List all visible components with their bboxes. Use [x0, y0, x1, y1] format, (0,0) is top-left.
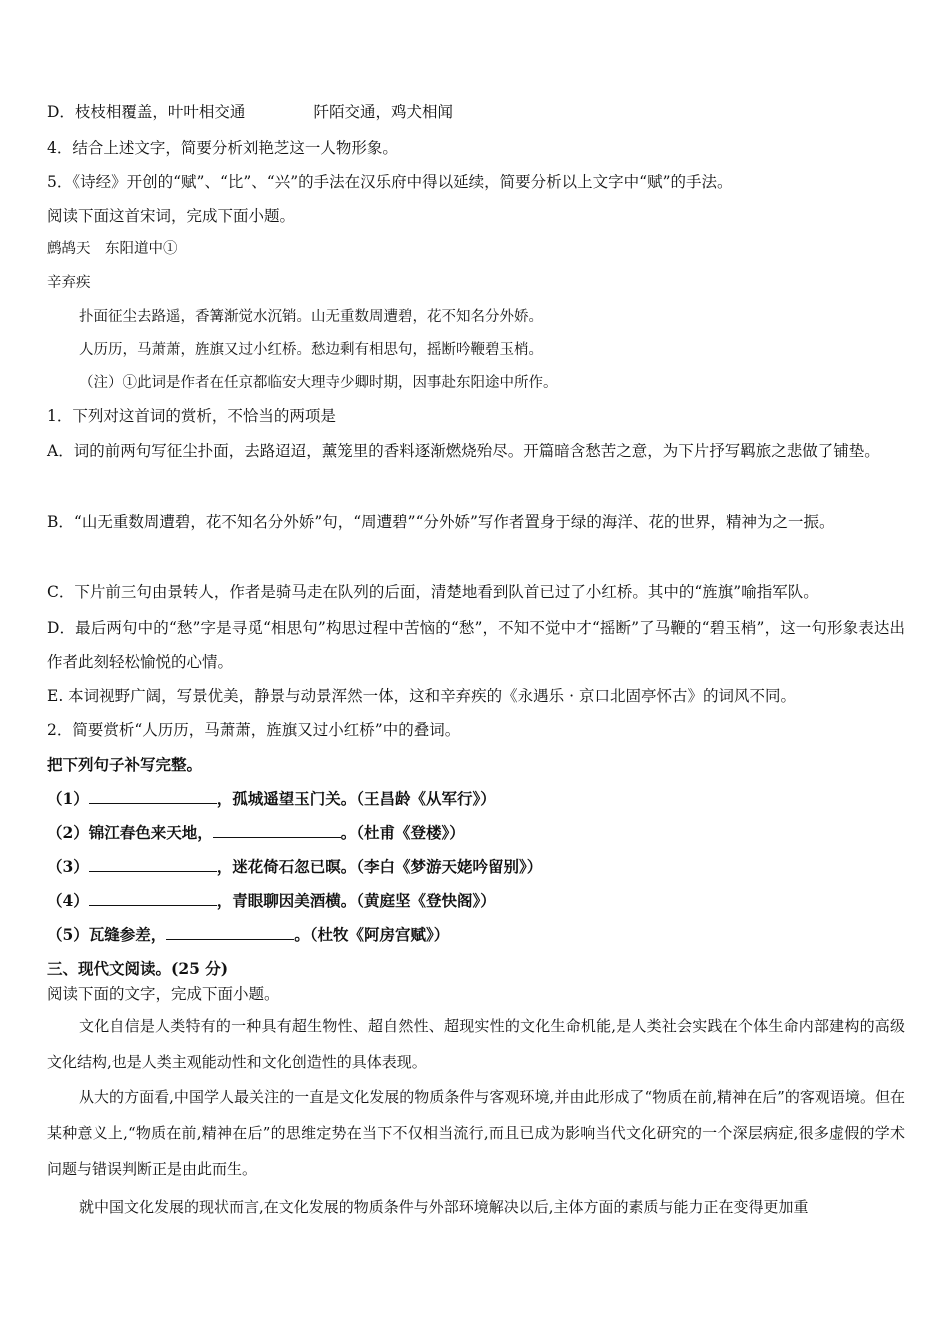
- fill-item-1: （1） ，孤城遥望玉门关。（王昌龄《从军行》）: [47, 789, 496, 808]
- fill-item-4: （4） ，青眼聊因美酒横。（黄庭坚《登快阁》）: [47, 891, 496, 910]
- poem-instruction: 阅读下面这首宋词，完成下面小题。: [47, 207, 296, 225]
- question-1-option-c: C．下片前三句由景转人，作者是骑马走在队列的后面，清楚地看到队首已过了小红桥。其中的“旌旗”喻指军队。: [47, 583, 819, 601]
- option-d-text-a: D．枝枝相覆盖，叶叶相交通: [47, 103, 246, 121]
- question-2: 2．简要赏析“人历历，马萧萧，旌旗又过小红桥”中的叠词。: [47, 721, 461, 739]
- poem-author: 辛弃疾: [47, 275, 91, 291]
- question-1-stem: 1．下列对这首词的赏析，不恰当的两项是: [47, 407, 336, 425]
- section-3-title: 三、现代文阅读。(25 分): [47, 959, 229, 978]
- passage-paragraph-3: 就中国文化发展的现状而言,在文化发展的物质条件与外部环境解决以后,主体方面的素质与能力正在变得更加重: [79, 1198, 809, 1216]
- fill-item-5: （5）瓦缝参差， 。（杜牧《阿房宫赋》）: [47, 925, 450, 944]
- blank-2[interactable]: [213, 823, 341, 838]
- question-5: 5．《诗经》开创的“赋”、“比”、“兴”的手法在汉乐府中得以延续，简要分析以上文字中“赋”的手法。: [47, 173, 733, 191]
- question-4: 4．结合上述文字，简要分析刘艳芝这一人物形象。: [47, 139, 398, 157]
- poem-line-1: 扑面征尘去路遥，香篝渐觉水沉销。山无重数周遭碧，花不知名分外娇。: [79, 309, 543, 325]
- poem-note: （注）①此词是作者在任京都临安大理寺少卿时期，因事赴东阳途中所作。: [79, 375, 558, 391]
- blank-3[interactable]: [89, 857, 217, 872]
- blank-1[interactable]: [89, 789, 217, 804]
- option-d-text-b: 阡陌交通，鸡犬相闻: [313, 103, 453, 121]
- question-1-option-b: B．“山无重数周遭碧，花不知名分外娇”句，“周遭碧”“分外娇”写作者置身于绿的海洋、花的世界，精神为之一振。: [47, 513, 835, 531]
- poem-title: 鹧鸪天 东阳道中①: [47, 241, 178, 257]
- fill-heading: 把下列句子补写完整。: [47, 755, 203, 774]
- passage-paragraph-1: 文化自信是人类特有的一种具有超生物性、超自然性、超现实性的文化生命机能,是人类社会实践在个体生命内部建构的高级文化结构,也是人类主观能动性和文化创造性的具体表现。: [47, 1017, 905, 1071]
- question-1-option-e: E. 本词视野广阔，写景优美，静景与动景浑然一体，这和辛弃疾的《永遇乐 · 京口北固亭怀古》的词风不同。: [47, 687, 796, 705]
- passage-paragraph-2: 从大的方面看,中国学人最关注的一直是文化发展的物质条件与客观环境,并由此形成了“物质在前,精神在后”的客观语境。但在某种意义上,“物质在前,精神在后”的思维定势在当下不仅相当流行,而且已成为影响当代文化研究的一个深层病症,很多虚假的学术问题与错误判断正是由此而生。: [47, 1088, 905, 1178]
- question-1-option-a: A．词的前两句写征尘扑面，去路迢迢，薰笼里的香料逐渐燃烧殆尽。开篇暗含愁苦之意，为下片抒写羁旅之悲做了铺垫。: [47, 442, 880, 460]
- poem-line-2: 人历历，马萧萧，旌旗又过小红桥。愁边剩有相思句，摇断吟鞭碧玉梢。: [79, 342, 543, 358]
- blank-5[interactable]: [166, 925, 294, 940]
- blank-4[interactable]: [89, 891, 217, 906]
- fill-item-3: （3） ，迷花倚石忽已暝。（李白《梦游天姥吟留别》）: [47, 857, 543, 876]
- question-1-option-d: D．最后两句中的“愁”字是寻觅“相思句”构思过程中苦恼的“愁”，不知不觉中才“摇断”了马鞭的“碧玉梢”，这一句形象表达出作者此刻轻松愉悦的心情。: [47, 619, 905, 671]
- option-d-line: [47, 101, 905, 123]
- fill-item-2: （2）锦江春色来天地， 。（杜甫《登楼》）: [47, 823, 465, 842]
- section-3-instruction: 阅读下面的文字，完成下面小题。: [47, 985, 280, 1003]
